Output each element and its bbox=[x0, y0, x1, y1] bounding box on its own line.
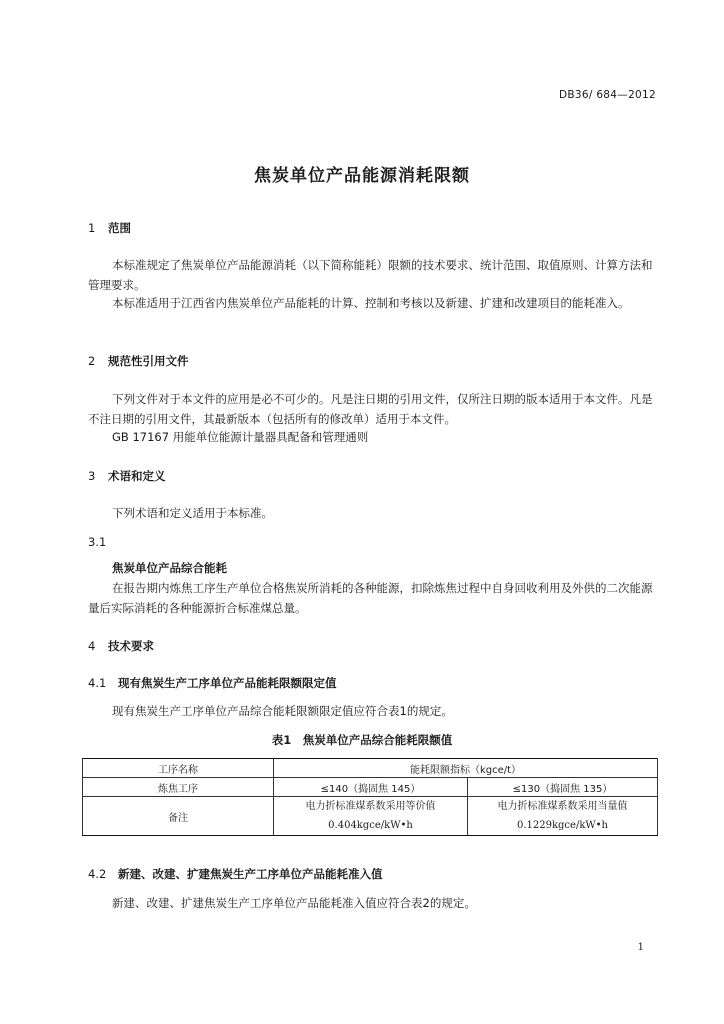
section-1-paragraph-1: 本标准规定了焦炭单位产品能源消耗（以下简称能耗）限额的技术要求、统计范围、取值原则、计算方法和管理要求。 bbox=[88, 258, 653, 292]
section-4-2-title: 新建、改建、扩建焦炭生产工序单位产品能耗准入值 bbox=[118, 867, 383, 881]
section-2-number: 2 bbox=[88, 354, 96, 368]
cell-coking-value-2: ≤130（捣固焦 135） bbox=[468, 778, 658, 797]
section-2-paragraph-1: 下列文件对于本文件的应用是必不可少的。凡是注日期的引用文件，仅所注日期的版本适用于本文件。凡是不注日期的引用文件，其最新版本（包括所有的修改单）适用于本文件。 bbox=[88, 392, 653, 426]
cell-note-calorific bbox=[468, 797, 658, 836]
section-4-1-paragraph: 现有焦炭生产工序单位产品综合能耗限额限定值应符合表1的规定。 bbox=[112, 704, 453, 718]
section-4-1-title: 现有焦炭生产工序单位产品能耗限额限定值 bbox=[118, 676, 337, 690]
table-1 bbox=[82, 758, 658, 836]
term-definition: 在报告期内炼焦工序生产单位合格焦炭所消耗的各种能源，扣除炼焦过程中自身回收利用及外供的二次能源量后实际消耗的各种能源折合标准煤总量。 bbox=[88, 581, 653, 615]
header-process-name: 工序名称 bbox=[83, 759, 274, 778]
section-1-number: 1 bbox=[88, 221, 96, 235]
section-1-heading bbox=[88, 220, 131, 236]
table-row-note bbox=[83, 797, 658, 836]
term-number: 3.1 bbox=[88, 535, 107, 549]
section-4-1-number: 4.1 bbox=[88, 676, 107, 690]
page-number: 1 bbox=[637, 942, 644, 953]
term-title: 焦炭单位产品综合能耗 bbox=[112, 561, 227, 575]
note-calorific-text: 电力折标准煤系数采用当量值 bbox=[497, 801, 628, 812]
note-equivalent-text: 电力折标准煤系数采用等价值 bbox=[305, 801, 436, 812]
section-4-2-number: 4.2 bbox=[88, 867, 107, 881]
table-header-row bbox=[83, 759, 658, 778]
section-3-heading bbox=[88, 468, 166, 484]
section-4-title: 技术要求 bbox=[108, 639, 154, 653]
section-4-number: 4 bbox=[88, 639, 96, 653]
section-4-2-paragraph: 新建、改建、扩建焦炭生产工序单位产品能耗准入值应符合表2的规定。 bbox=[112, 896, 476, 910]
cell-note-equivalent bbox=[274, 797, 468, 836]
header-energy-limit: 能耗限额指标（kgce/t） bbox=[274, 759, 658, 778]
section-4-heading bbox=[88, 638, 154, 654]
section-2-reference: GB 17167 用能单位能源计量器具配备和管理通则 bbox=[112, 430, 369, 444]
note-calorific-value: 0.1229kgce/kW•h bbox=[516, 820, 608, 831]
cell-coking-process: 炼焦工序 bbox=[83, 778, 274, 797]
section-2-title: 规范性引用文件 bbox=[108, 354, 189, 368]
table-row-coking bbox=[83, 778, 658, 797]
table-1-caption: 表1 焦炭单位产品综合能耗限额值 bbox=[271, 733, 453, 747]
section-3-paragraph-1: 下列术语和定义适用于本标准。 bbox=[112, 506, 273, 520]
note-equivalent-value: 0.404kgce/kW•h bbox=[328, 820, 413, 831]
document-title: 焦炭单位产品能源消耗限额 bbox=[254, 166, 470, 186]
section-2-heading bbox=[88, 353, 189, 369]
section-1-paragraph-2: 本标准适用于江西省内焦炭单位产品能耗的计算、控制和考核以及新建、扩建和改建项目的能耗准入。 bbox=[112, 296, 630, 310]
section-4-1-heading bbox=[88, 675, 337, 691]
section-3-number: 3 bbox=[88, 469, 96, 483]
cell-note-label: 备注 bbox=[83, 797, 274, 836]
section-3-title: 术语和定义 bbox=[108, 469, 166, 483]
section-1-title: 范围 bbox=[108, 221, 131, 235]
cell-coking-value-1: ≤140（捣固焦 145） bbox=[274, 778, 468, 797]
standard-code: DB36/ 684—2012 bbox=[559, 89, 656, 101]
section-4-2-heading bbox=[88, 866, 383, 882]
